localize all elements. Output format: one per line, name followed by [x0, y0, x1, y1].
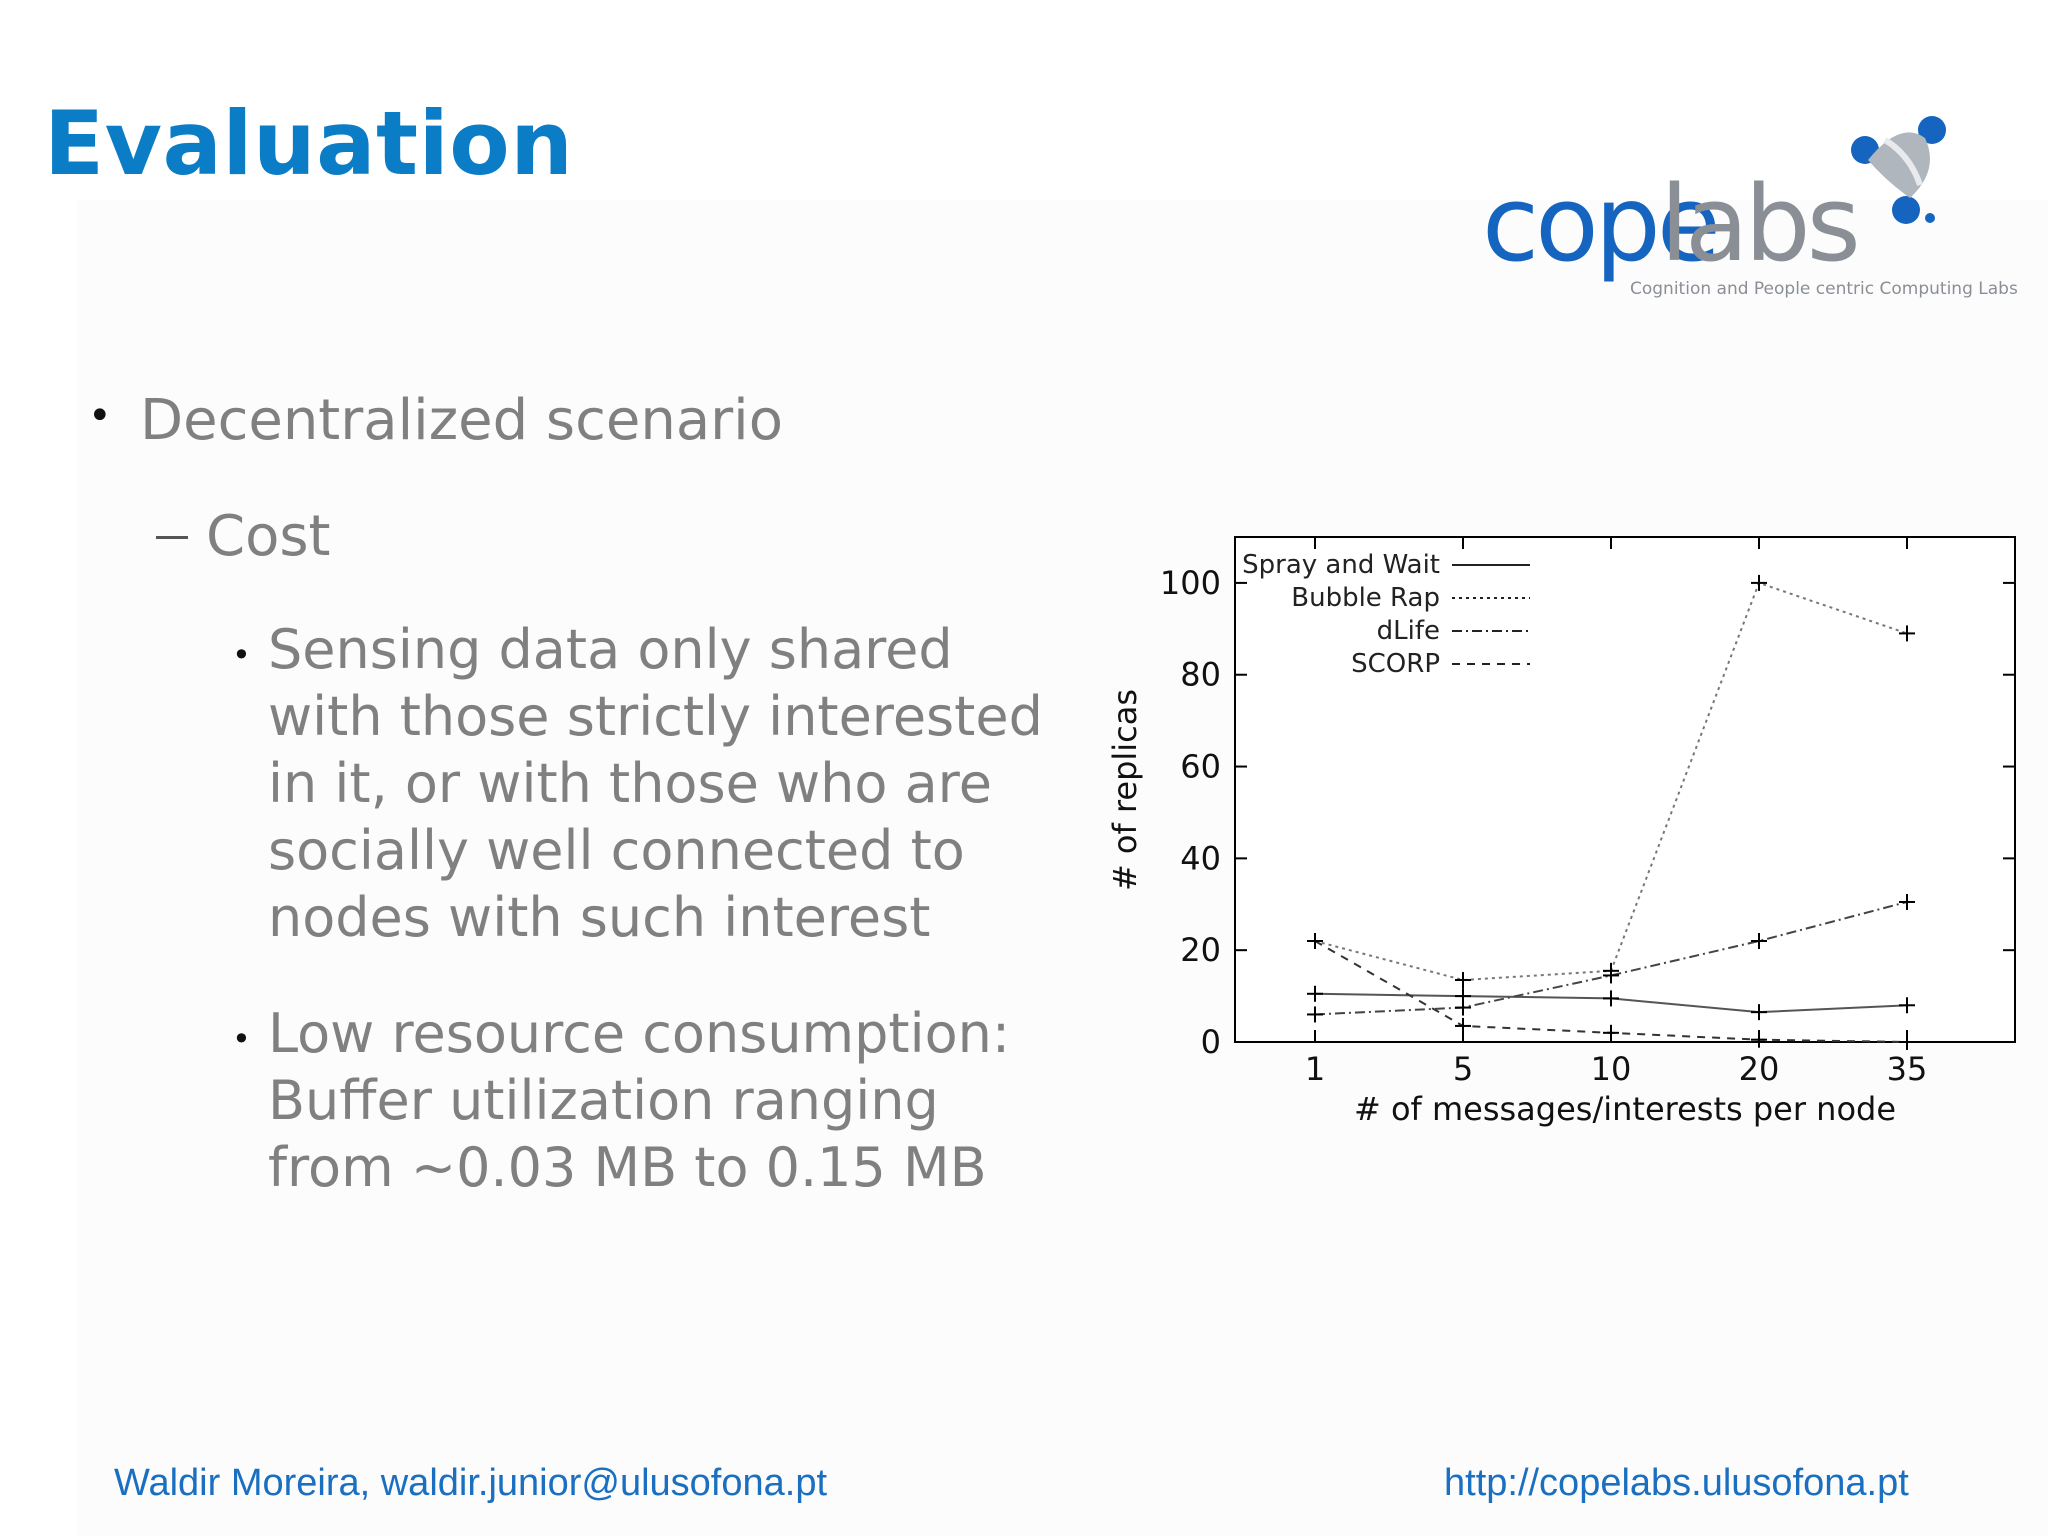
bullet-dot-icon: • [232, 1020, 251, 1058]
y-tick-label: 60 [1180, 747, 1221, 786]
legend-label: SCORP [1351, 649, 1440, 679]
bullet-dot-icon: • [88, 393, 112, 439]
x-axis-label: # of messages/interests per node [1353, 1090, 1897, 1128]
y-tick-label: 100 [1159, 563, 1221, 602]
legend-label: Bubble Rap [1291, 583, 1440, 613]
copelabs-logo [1470, 100, 2018, 310]
y-tick-label: 0 [1200, 1023, 1221, 1061]
logo-tagline: Cognition and People centric Computing Labs [1630, 279, 2018, 299]
logo-name-labs: labs [1660, 163, 1857, 285]
legend-label: dLife [1376, 616, 1440, 646]
replicas-chart [1100, 520, 2020, 1140]
y-tick-label: 80 [1180, 655, 1221, 694]
footer-author: Waldir Moreira, waldir.junior@ulusofona.pt [114, 1462, 828, 1504]
y-tick-label: 40 [1180, 839, 1221, 878]
slide-title: Evaluation [44, 92, 574, 195]
y-tick-label: 20 [1180, 931, 1221, 970]
x-tick-label: 1 [1304, 1050, 1326, 1088]
y-axis-label: # of replicas [1106, 688, 1144, 892]
legend-label: Spray and Wait [1242, 550, 1440, 580]
subbullet-cost: Cost [156, 504, 331, 569]
x-tick-label: 10 [1590, 1050, 1632, 1088]
x-tick-label: 20 [1738, 1050, 1780, 1088]
dash-icon [156, 536, 188, 539]
logo-emblem-icon [1851, 116, 1946, 224]
logo-name-cope: cope [1482, 163, 1717, 285]
footer-url[interactable]: http://copelabs.ulusofona.pt [1444, 1462, 1909, 1504]
x-tick-label: 5 [1452, 1050, 1474, 1088]
x-tick-label: 35 [1886, 1050, 1928, 1088]
bullet-dot-icon: • [232, 636, 251, 674]
